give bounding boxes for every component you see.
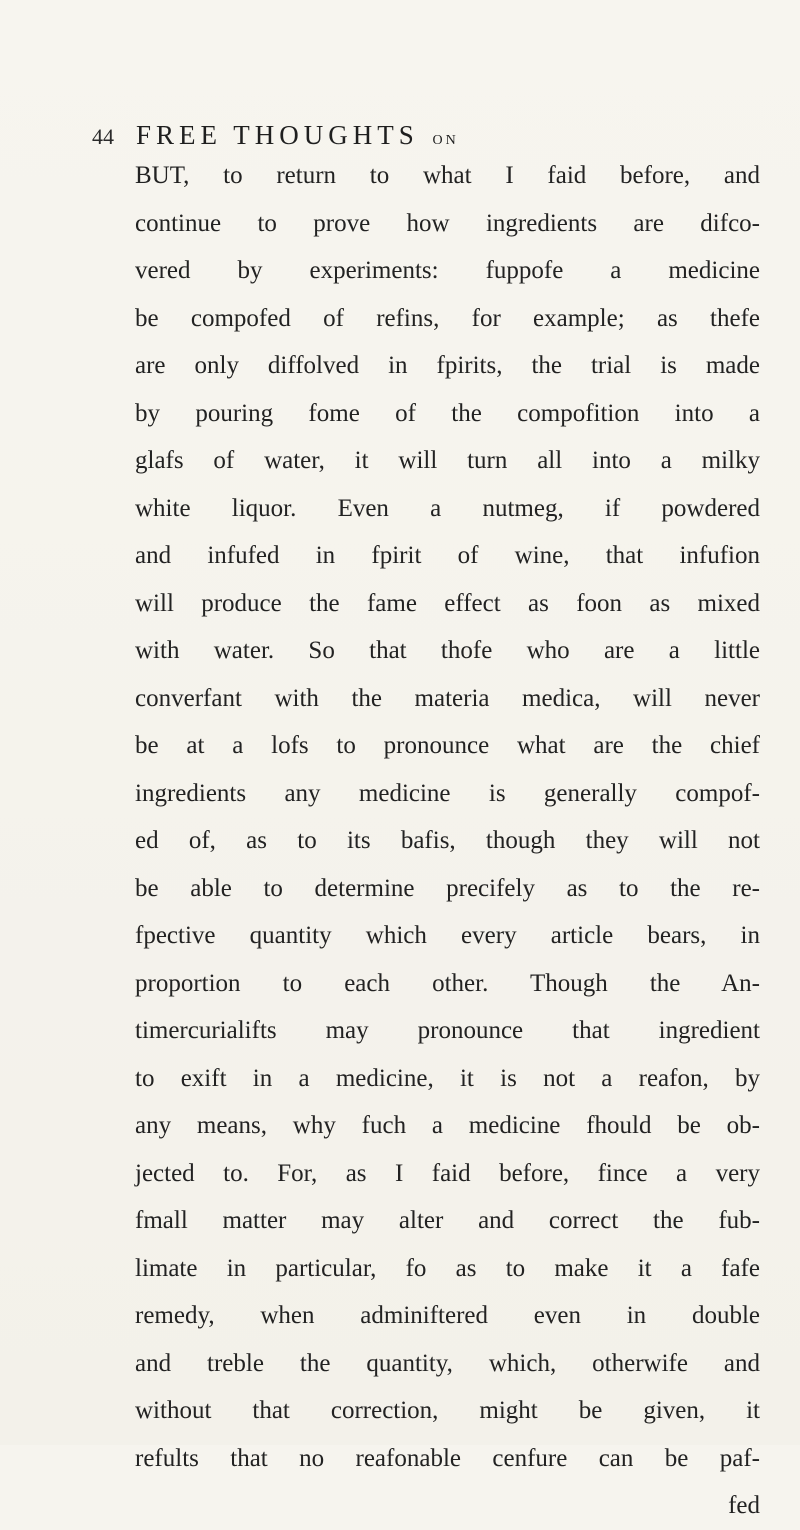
text-line: fmall matter may alter and correct the fub- [135,1207,760,1234]
text-line: are only diffolved in fpirits, the trial is made [135,352,760,379]
text-line: and treble the quantity, which, otherwife and [135,1349,760,1377]
text-line: converfant with the materia medica, will never [135,684,760,712]
text-line: refults that no reafonable cenfure can be paf- [135,1444,760,1472]
text-line: continue to prove how ingredients are difco- [135,209,760,237]
running-title-suffix: ON [432,133,459,148]
page-number: 44 [92,124,114,149]
text-line: ingredients any medicine is generally compof- [135,779,760,807]
text-line: any means, why fuch a medicine fhould be ob- [135,1112,760,1139]
text-line: vered by experiments: fuppofe a medicine [135,257,760,284]
text-line: and infufed in fpirit of wine, that infufion [135,542,760,569]
text-line: with water. So that thofe who are a little [135,637,760,664]
text-line: fpective quantity which every article bears, in [135,922,760,949]
text-line: timercurialifts may pronounce that ingredient [135,1017,760,1044]
text-line: remedy, when adminiftered even in double [135,1302,760,1329]
text-line: will produce the fame effect as foon as mixed [135,589,760,617]
text-line: be compofed of refins, for example; as thefe [135,304,760,332]
catchword: fed [728,1492,760,1519]
text-line: glafs of water, it will turn all into a milky [135,447,760,474]
running-title-main: FREE THOUGHTS [136,120,419,150]
text-line: BUT, to return to what I faid before, and [135,162,760,189]
text-line: by pouring fome of the compofition into a [135,399,760,427]
text-line: limate in particular, fo as to make it a fafe [135,1254,760,1282]
text-line: proportion to each other. Though the An- [135,969,760,997]
text-line: white liquor. Even a nutmeg, if powdered [135,494,760,522]
text-line: without that correction, might be given, it [135,1397,760,1424]
text-line: jected to. For, as I faid before, fince a very [135,1159,760,1187]
text-line: ed of, as to its bafis, though they will not [135,827,760,854]
text-line: be able to determine precifely as to the re- [135,874,760,902]
text-line: be at a lofs to pronounce what are the chief [135,732,760,759]
text-line: to exift in a medicine, it is not a reafon, by [135,1064,760,1092]
running-title [136,120,459,151]
body-text [135,152,760,1530]
